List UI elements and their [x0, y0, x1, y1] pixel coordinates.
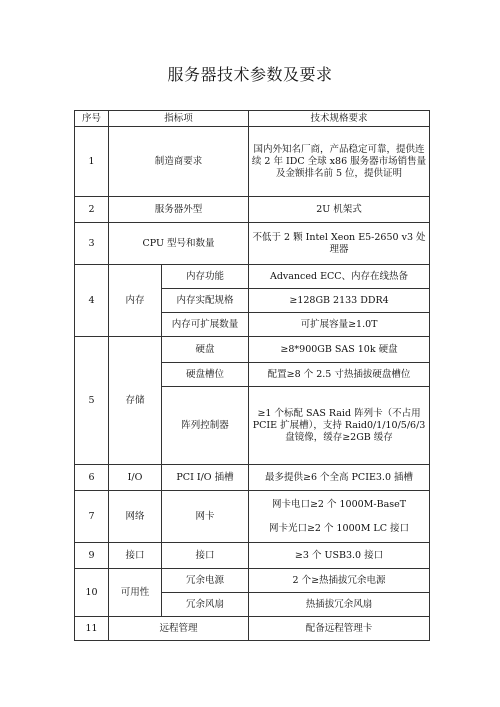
- group-label: I/O: [109, 465, 162, 491]
- sub-item-label: 硬盘: [162, 337, 249, 363]
- spec-value: 配备远程管理卡: [249, 617, 430, 641]
- spec-value: 最多提供≥6 个全高 PCIE3.0 插槽: [249, 465, 430, 491]
- row-number: 10: [75, 569, 109, 617]
- row-number: 4: [75, 265, 109, 337]
- sub-item-label: 冗余电源: [162, 569, 249, 593]
- table-header-row: [75, 111, 430, 127]
- row-number: 1: [75, 127, 109, 197]
- item-label: CPU 型号和数量: [109, 223, 249, 265]
- sub-item-label: 硬盘槽位: [162, 363, 249, 387]
- group-label: 存储: [109, 337, 162, 465]
- group-label: 内存: [109, 265, 162, 337]
- table-row: [75, 491, 430, 543]
- sub-item-label: 阵列控制器: [162, 387, 249, 465]
- spec-table: [74, 110, 430, 641]
- spec-value: [249, 491, 430, 543]
- spec-value: 可扩展容量≥1.0T: [249, 313, 430, 337]
- table-row: [75, 617, 430, 641]
- spec-line: 网卡电口≥2 个 1000M-BaseT: [271, 498, 407, 510]
- row-number: 11: [75, 617, 109, 641]
- table-row: [75, 127, 430, 197]
- group-label: 可用性: [109, 569, 162, 617]
- sub-item-label: 冗余风扇: [162, 593, 249, 617]
- row-number: 7: [75, 491, 109, 543]
- header-item: 指标项: [109, 111, 249, 127]
- table-row: [75, 569, 430, 593]
- table-row: [75, 543, 430, 569]
- spec-value: 配置≥8 个 2.5 寸热插拔硬盘槽位: [249, 363, 430, 387]
- item-label: 制造商要求: [109, 127, 249, 197]
- spec-line: 网卡光口≥2 个 1000M LC 接口: [268, 522, 410, 534]
- table-row: [75, 197, 430, 223]
- group-label: 接口: [109, 543, 162, 569]
- spec-value: 2U 机架式: [249, 197, 430, 223]
- row-number: 9: [75, 543, 109, 569]
- header-spec: 技术规格要求: [249, 111, 430, 127]
- item-label: 服务器外型: [109, 197, 249, 223]
- sub-item-label: 网卡: [162, 491, 249, 543]
- spec-value: ≥128GB 2133 DDR4: [249, 289, 430, 313]
- spec-value: 2 个≥热插拔冗余电源: [249, 569, 430, 593]
- row-number: 6: [75, 465, 109, 491]
- spec-value: 不低于 2 颗 Intel Xeon E5-2650 v3 处理器: [249, 223, 430, 265]
- row-number: 5: [75, 337, 109, 465]
- spec-value: 国内外知名厂商，产品稳定可靠，提供连续 2 年 IDC 全球 x86 服务器市场销售量及金额排名前 5 位，提供证明: [249, 127, 430, 197]
- item-label: 远程管理: [109, 617, 249, 641]
- sub-item-label: PCI I/O 插槽: [162, 465, 249, 491]
- spec-value: ≥8*900GB SAS 10k 硬盘: [249, 337, 430, 363]
- spec-value: 热插拔冗余风扇: [249, 593, 430, 617]
- sub-item-label: 内存实配规格: [162, 289, 249, 313]
- table-row: [75, 265, 430, 289]
- row-number: 3: [75, 223, 109, 265]
- header-serial: 序号: [75, 111, 109, 127]
- document-title: 服务器技术参数及要求: [167, 65, 333, 84]
- table-row: [75, 223, 430, 265]
- sub-item-label: 内存可扩展数量: [162, 313, 249, 337]
- spec-value: ≥3 个 USB3.0 接口: [249, 543, 430, 569]
- spec-value: ≥1 个标配 SAS Raid 阵列卡（不占用 PCIE 扩展槽），支持 Raid0/1/10/5/6/3 盘镜像，缓存≥2GB 缓存: [249, 387, 430, 465]
- sub-item-label: 接口: [162, 543, 249, 569]
- group-label: 网络: [109, 491, 162, 543]
- spec-value: Advanced ECC、内存在线热备: [249, 265, 430, 289]
- sub-item-label: 内存功能: [162, 265, 249, 289]
- table-row: [75, 337, 430, 363]
- table-row: [75, 465, 430, 491]
- row-number: 2: [75, 197, 109, 223]
